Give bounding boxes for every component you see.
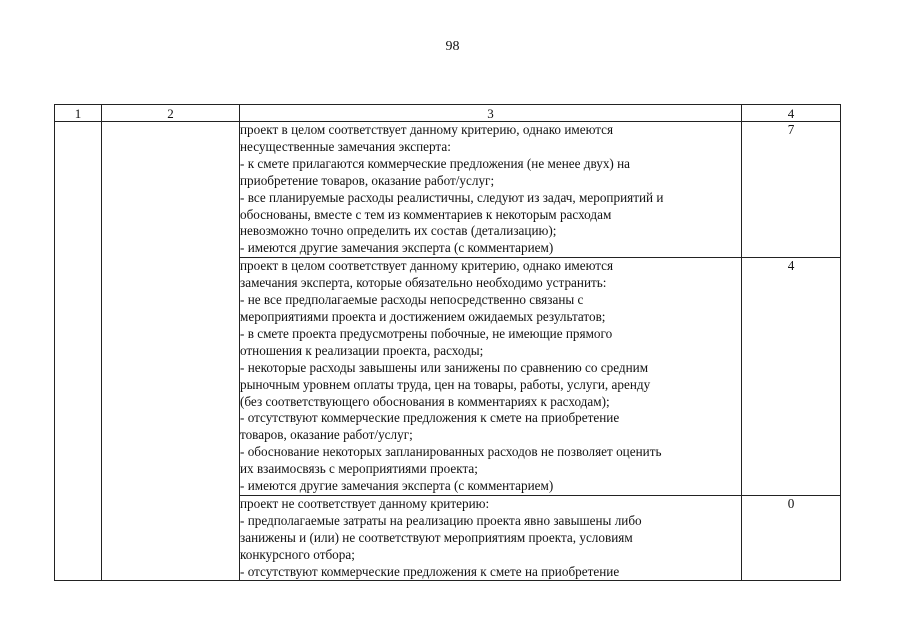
text-line: проект не соответствует данному критерию: <box>240 495 490 511</box>
header-row <box>55 105 841 122</box>
score-value: 4 <box>742 258 841 496</box>
text-line: обоснованы, вместе с тем из комментариев к некоторым расходам <box>240 206 612 222</box>
score-value: 0 <box>742 495 841 581</box>
column-header-1: 1 <box>55 105 102 122</box>
text-line: - предполагаемые затраты на реализацию проекта явно завышены либо <box>240 512 642 528</box>
text-line: - имеются другие замечания эксперта (с комментарием) <box>240 478 554 494</box>
criterion-description <box>240 122 742 258</box>
text-line: конкурсного отбора; <box>240 546 355 562</box>
text-line: товаров, оказание работ/услуг; <box>240 427 413 443</box>
cell-col2 <box>102 122 240 581</box>
text-line: невозможно точно определить их состав (детализацию); <box>240 223 557 239</box>
text-line: - все планируемые расходы реалистичны, следуют из задач, мероприятий и <box>240 189 664 205</box>
column-header-3: 3 <box>240 105 742 122</box>
text-line: - некоторые расходы завышены или занижены по сравнению со средним <box>240 359 649 375</box>
text-line: - к смете прилагаются коммерческие предложения (не менее двух) на <box>240 155 631 171</box>
text-line: мероприятиями проекта и достижением ожидаемых результатов; <box>240 308 606 324</box>
text-line: приобретение товаров, оказание работ/услуг; <box>240 172 495 188</box>
column-header-4: 4 <box>742 105 841 122</box>
text-line: - обоснование некоторых запланированных расходов не позволяет оценить <box>240 444 662 460</box>
criterion-description <box>240 258 742 496</box>
text-line: - не все предполагаемые расходы непосредственно связаны с <box>240 292 584 308</box>
criterion-description <box>240 495 742 581</box>
text-line: - отсутствуют коммерческие предложения к смете на приобретение <box>240 410 620 426</box>
text-line: - имеются другие замечания эксперта (с комментарием) <box>240 240 554 256</box>
text-line: занижены и (или) не соответствуют мероприятиям проекта, условиям <box>240 529 633 545</box>
cell-col1 <box>55 122 102 581</box>
text-line: несущественные замечания эксперта: <box>240 138 451 154</box>
text-line: отношения к реализации проекта, расходы; <box>240 342 484 358</box>
text-line: - отсутствуют коммерческие предложения к смете на приобретение <box>240 563 620 579</box>
text-line: проект в целом соответствует данному критерию, однако имеются <box>240 258 614 274</box>
text-line: их взаимосвязь с мероприятиями проекта; <box>240 461 478 477</box>
text-line: проект в целом соответствует данному критерию, однако имеются <box>240 122 614 137</box>
table-row <box>55 122 841 258</box>
text-line: (без соответствующего обоснования в комментариях к расходам); <box>240 393 610 409</box>
page-number: 98 <box>445 39 460 54</box>
score-value: 7 <box>742 122 841 258</box>
criteria-table <box>54 104 841 581</box>
text-line: - в смете проекта предусмотрены побочные, не имеющие прямого <box>240 325 613 341</box>
column-header-2: 2 <box>102 105 240 122</box>
text-line: замечания эксперта, которые обязательно необходимо устранить: <box>240 275 607 291</box>
text-line: рыночным уровнем оплаты труда, цен на товары, работы, услуги, аренду <box>240 376 651 392</box>
